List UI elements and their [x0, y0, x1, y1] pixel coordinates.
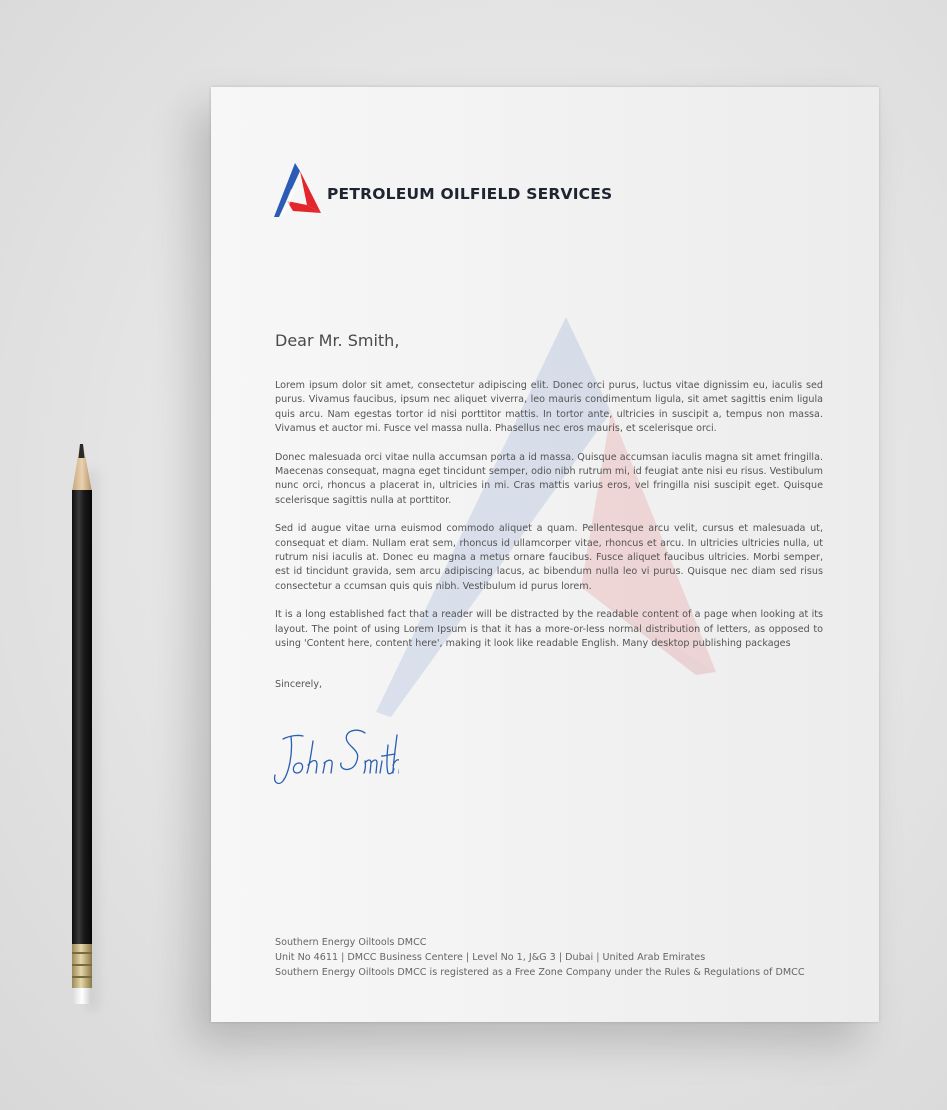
- letter-body: [275, 379, 823, 666]
- letter-footer: [275, 935, 805, 980]
- paragraph: Sed id augue vitae urna euismod commodo aliquet a quam. Pellentesque arcu velit, cursus et malesuada ut, consequat et diam. Nullam erat sem, rhoncus id ullamcorper vitae, rhoncus et arcu. In ultricies ultricies nulla, ut rutrum nisi iaculis at. Donec eu magna a metus ornare faucibus. Fusce aliquet faucibus ultricies. Morbi semper, est id tincidunt gravida, sem arcu adipiscing lacus, ac bibendum nulla leo vi purus. Quisque nec diam sed risus consectetur a ccumsan quis quis nibh. Vestibulum id purus lorem.: [275, 523, 823, 592]
- footer-company: Southern Energy Oiltools DMCC: [275, 937, 427, 948]
- closing: Sincerely,: [275, 679, 323, 690]
- company-name: PETROLEUM OILFIELD SERVICES: [327, 185, 613, 203]
- logo-mark-icon: [273, 161, 323, 219]
- paragraph: Donec malesuada orci vitae nulla accumsan porta a id massa. Quisque accumsan iaculis magna sit amet fringilla. Maecenas consequat, magna eget tincidunt semper, odio nibh rutrum mi, id feugiat ante nisi eu risus. Vestibulum nunc orci, rhoncus a placerat in, ultricies in mi. Cras mattis varius eros, vel fringilla nisi suscipit eget. Quisque scelerisque sagittis nulla at porttitor.: [275, 451, 823, 506]
- footer-registration: Southern Energy Oiltools DMCC is registered as a Free Zone Company under the Rules & Regulations of DMCC: [275, 967, 805, 978]
- footer-address: Unit No 4611 | DMCC Business Centere | Level No 1, J&G 3 | Dubai | United Arab Emirates: [275, 952, 706, 963]
- paragraph: Lorem ipsum dolor sit amet, consectetur adipiscing elit. Donec orci purus, luctus vitae dignissim eu, iaculis sed purus. Vivamus faucibus, ipsum nec aliquet viverra, leo mauris condimentum ligula, sit amet sagittis enim ligula quis arcu. Nam egestas tortor id nisi porttitor mattis. In tortor ante, ultricies in suscipit a, tempus non massa. Vivamus et auctor mi. Fusce vel massa nulla. Phasellus nec eros mauris, et scelerisque orci.: [275, 380, 823, 435]
- handwritten-signature: [269, 723, 399, 793]
- pencil-icon: [70, 440, 94, 1006]
- paragraph: It is a long established fact that a reader will be distracted by the readable content of a page when looking at its layout. The point of using Lorem Ipsum is that it has a more-or-less normal distribution of letters, as opposed to using 'Content here, content here', making it look like readable English. Many desktop publishing packages: [275, 609, 823, 650]
- company-logo: [273, 161, 612, 219]
- letterhead-paper: [211, 87, 879, 1022]
- salutation: Dear Mr. Smith,: [275, 331, 400, 350]
